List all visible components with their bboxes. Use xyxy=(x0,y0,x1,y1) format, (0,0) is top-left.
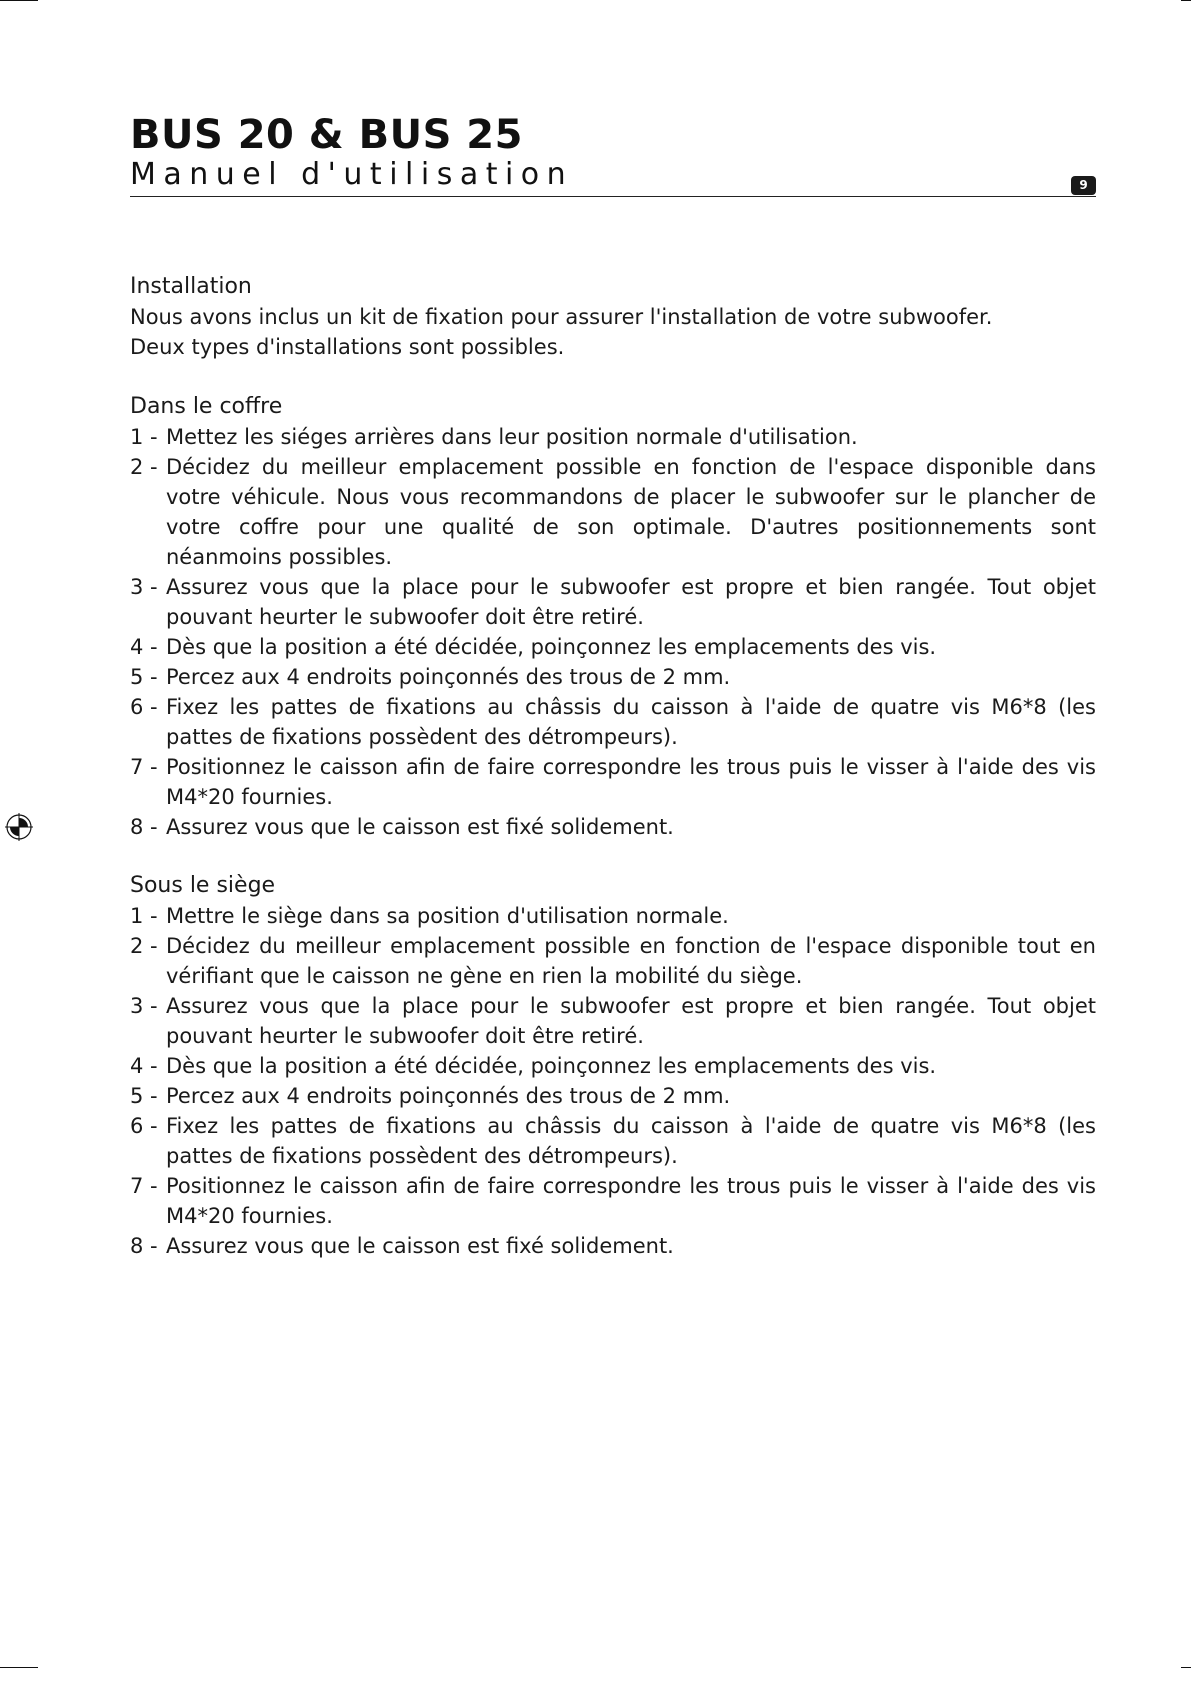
list-item xyxy=(130,991,1096,1051)
step-text: Fixez les pattes de fixations au châssis du caisson à l'aide de quatre vis M6*8 (les pattes de fixations possèdent des détrompeurs). xyxy=(166,695,1096,749)
step-text: Assurez vous que le caisson est fixé solidement. xyxy=(166,1234,674,1258)
coffre-heading: Dans le coffre xyxy=(130,394,283,419)
siege-steps-list xyxy=(130,901,1096,1261)
step-text: Mettre le siège dans sa position d'utilisation normale. xyxy=(166,904,729,928)
step-text: Percez aux 4 endroits poinçonnés des trous de 2 mm. xyxy=(166,1084,731,1108)
step-number: 3 - xyxy=(130,575,158,599)
step-text: Dès que la position a été décidée, poinçonnez les emplacements des vis. xyxy=(166,635,937,659)
list-item xyxy=(130,452,1096,572)
intro-line-2: Deux types d'installations sont possibles. xyxy=(130,335,565,359)
document-title: BUS 20 & BUS 25 xyxy=(130,112,523,158)
crop-mark-bottom-left xyxy=(0,1667,38,1668)
list-item xyxy=(130,1051,1096,1081)
list-item xyxy=(130,662,1096,692)
list-item xyxy=(130,931,1096,991)
section-dans-le-coffre xyxy=(130,392,1096,842)
installation-intro xyxy=(130,272,1096,362)
list-item xyxy=(130,632,1096,662)
step-text: Décidez du meilleur emplacement possible en fonction de l'espace disponible tout en vérifiant que le caisson ne gène en rien la mobilité du siège. xyxy=(166,934,1096,988)
step-number: 8 - xyxy=(130,1234,158,1258)
step-text: Assurez vous que la place pour le subwoofer est propre et bien rangée. Tout objet pouvant heurter le subwoofer doit être retiré. xyxy=(166,575,1096,629)
installation-heading: Installation xyxy=(130,274,252,299)
list-item xyxy=(130,752,1096,812)
step-number: 1 - xyxy=(130,425,158,449)
step-number: 4 - xyxy=(130,635,158,659)
step-number: 7 - xyxy=(130,755,158,779)
step-number: 6 - xyxy=(130,1114,158,1138)
siege-heading: Sous le siège xyxy=(130,873,276,898)
list-item xyxy=(130,1171,1096,1231)
step-text: Mettez les siéges arrières dans leur position normale d'utilisation. xyxy=(166,425,858,449)
document-subtitle: Manuel d'utilisation xyxy=(130,157,574,192)
intro-line-1: Nous avons inclus un kit de fixation pour assurer l'installation de votre subwoofer. xyxy=(130,305,993,329)
step-number: 8 - xyxy=(130,815,158,839)
list-item xyxy=(130,1231,1096,1261)
list-item xyxy=(130,812,1096,842)
step-number: 4 - xyxy=(130,1054,158,1078)
list-item xyxy=(130,901,1096,931)
step-number: 2 - xyxy=(130,455,158,479)
registration-mark-icon xyxy=(4,812,34,842)
coffre-steps-list xyxy=(130,422,1096,842)
header-rule xyxy=(130,196,1096,197)
step-number: 7 - xyxy=(130,1174,158,1198)
step-text: Assurez vous que le caisson est fixé solidement. xyxy=(166,815,674,839)
crop-mark-bottom-right xyxy=(1181,1667,1191,1668)
list-item xyxy=(130,572,1096,632)
step-number: 5 - xyxy=(130,665,158,689)
step-number: 6 - xyxy=(130,695,158,719)
page-number-badge: 9 xyxy=(1071,176,1096,195)
step-text: Fixez les pattes de fixations au châssis du caisson à l'aide de quatre vis M6*8 (les pattes de fixations possèdent des détrompeurs). xyxy=(166,1114,1096,1168)
list-item xyxy=(130,692,1096,752)
step-text: Positionnez le caisson afin de faire correspondre les trous puis le visser à l'aide des vis M4*20 fournies. xyxy=(166,1174,1096,1228)
step-text: Percez aux 4 endroits poinçonnés des trous de 2 mm. xyxy=(166,665,731,689)
step-number: 2 - xyxy=(130,934,158,958)
crop-mark-top-right xyxy=(1181,0,1191,1)
list-item xyxy=(130,1081,1096,1111)
section-sous-le-siege xyxy=(130,871,1096,1261)
step-number: 5 - xyxy=(130,1084,158,1108)
page-header xyxy=(130,112,1096,192)
list-item xyxy=(130,422,1096,452)
list-item xyxy=(130,1111,1096,1171)
step-number: 3 - xyxy=(130,994,158,1018)
step-number: 1 - xyxy=(130,904,158,928)
crop-mark-top-left xyxy=(0,0,38,1)
step-text: Dès que la position a été décidée, poinçonnez les emplacements des vis. xyxy=(166,1054,937,1078)
step-text: Positionnez le caisson afin de faire correspondre les trous puis le visser à l'aide des vis M4*20 fournies. xyxy=(166,755,1096,809)
step-text: Décidez du meilleur emplacement possible en fonction de l'espace disponible dans votre véhicule. Nous vous recommandons de placer le subwoofer sur le plancher de votre coffre pour une qualité de son optimale. D'autres positionnements sont néanmoins possibles. xyxy=(166,455,1096,569)
step-text: Assurez vous que la place pour le subwoofer est propre et bien rangée. Tout objet pouvant heurter le subwoofer doit être retiré. xyxy=(166,994,1096,1048)
